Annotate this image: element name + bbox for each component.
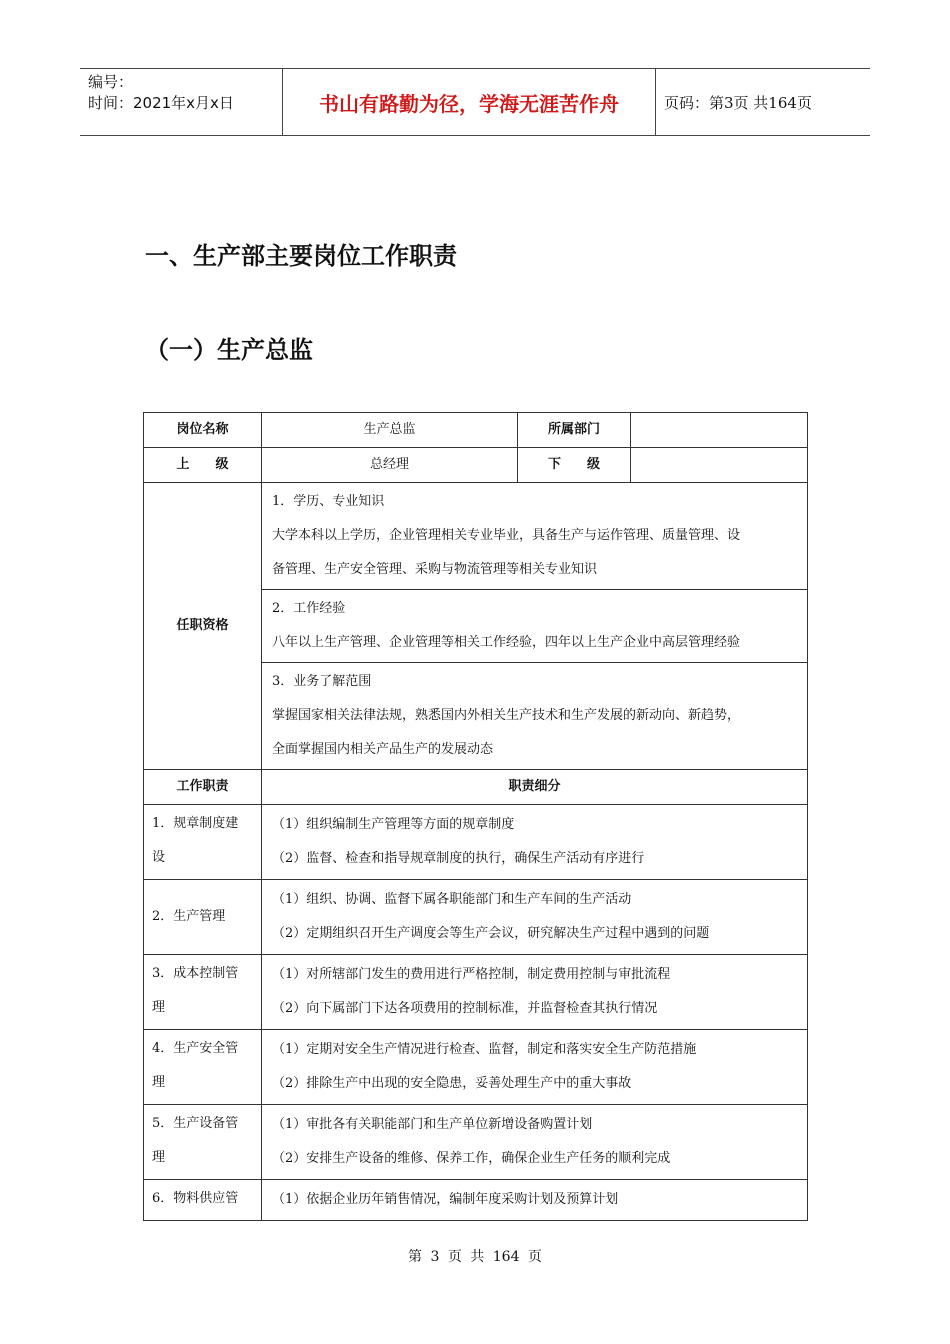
document-number-label: 编号： [88, 73, 134, 91]
qualification-business-scope [262, 663, 808, 770]
duty-header: 工作职责 [144, 770, 262, 805]
document-time: 时间：2021年x月x日 [88, 94, 234, 112]
document-header [80, 68, 870, 136]
qualification-text: 八年以上生产管理、企业管理等相关工作经验，四年以上生产企业中高层管理经验 [272, 635, 741, 650]
detail-text: （2）安排生产设备的维修、保养工作，确保企业生产任务的顺利完成 [272, 1151, 671, 1166]
superior-label: 上 级 [144, 448, 262, 483]
detail-text: （2）定期组织召开生产调度会等生产会议，研究解决生产过程中遇到的问题 [272, 926, 710, 941]
header-motto: 书山有路勤为径，学海无涯苦作舟 [283, 69, 656, 136]
detail-text: （1）组织、协调、监督下属各职能部门和生产车间的生产活动 [272, 892, 632, 907]
detail-cell [262, 1030, 808, 1105]
duty-text: 3．成本控制管 [152, 966, 239, 981]
job-description-table [143, 412, 808, 1221]
table-row [144, 483, 808, 590]
table-row [144, 770, 808, 805]
position-name-value: 生产总监 [262, 413, 518, 448]
table-row [144, 805, 808, 880]
section-title: （一）生产总监 [145, 336, 313, 364]
department-label: 所属部门 [518, 413, 631, 448]
duty-cell [144, 1030, 262, 1105]
qualification-education [262, 483, 808, 590]
qualification-title: 3．业务了解范围 [272, 674, 372, 689]
duty-text: 1．规章制度建 [152, 816, 239, 831]
subordinate-label: 下 级 [518, 448, 631, 483]
subordinate-value [631, 448, 808, 483]
detail-text: （2）向下属部门下达各项费用的控制标准，并监督检查其执行情况 [272, 1001, 658, 1016]
header-page-info: 页码：第3页 共164页 [656, 69, 871, 136]
detail-header: 职责细分 [262, 770, 808, 805]
qualification-text: 大学本科以上学历，企业管理相关专业毕业，具备生产与运作管理、质量管理、设 [272, 528, 741, 543]
detail-cell [262, 955, 808, 1030]
duty-text: 理 [152, 1150, 166, 1165]
duty-cell [144, 880, 262, 955]
qualification-experience [262, 590, 808, 663]
superior-value: 总经理 [262, 448, 518, 483]
header-meta [80, 69, 283, 136]
table-row [144, 1105, 808, 1180]
table-row [144, 880, 808, 955]
detail-text: （1）依据企业历年销售情况，编制年度采购计划及预算计划 [272, 1192, 619, 1207]
detail-text: （1）审批各有关职能部门和生产单位新增设备购置计划 [272, 1117, 593, 1132]
detail-text: （1）组织编制生产管理等方面的规章制度 [272, 817, 515, 832]
detail-text: （2）监督、检查和指导规章制度的执行，确保生产活动有序进行 [272, 851, 645, 866]
position-name-label: 岗位名称 [144, 413, 262, 448]
duty-text: 理 [152, 1000, 166, 1015]
table-row [144, 448, 808, 483]
duty-cell [144, 955, 262, 1030]
detail-text: （2）排除生产中出现的安全隐患，妥善处理生产中的重大事故 [272, 1076, 632, 1091]
table-row [144, 1180, 808, 1221]
qualification-title: 2．工作经验 [272, 601, 346, 616]
detail-text: （1）定期对安全生产情况进行检查、监督，制定和落实安全生产防范措施 [272, 1042, 697, 1057]
detail-cell [262, 1105, 808, 1180]
detail-cell [262, 880, 808, 955]
qualification-text: 备管理、生产安全管理、采购与物流管理等相关专业知识 [272, 562, 598, 577]
qualification-text: 掌握国家相关法律法规，熟悉国内外相关生产技术和生产发展的新动向、新趋势， [272, 708, 741, 723]
qualification-title: 1．学历、专业知识 [272, 494, 385, 509]
duty-text: 4．生产安全管 [152, 1041, 239, 1056]
table-row [144, 1030, 808, 1105]
page-title: 一、生产部主要岗位工作职责 [145, 242, 457, 270]
table-row [144, 413, 808, 448]
duty-cell [144, 1105, 262, 1180]
duty-cell [144, 805, 262, 880]
qualification-label: 任职资格 [144, 483, 262, 770]
page-footer: 第 3 页 共 164 页 [408, 1249, 542, 1265]
table-row [144, 955, 808, 1030]
duty-cell [144, 1180, 262, 1221]
duty-text: 6．物料供应管 [152, 1191, 239, 1206]
detail-cell [262, 805, 808, 880]
duty-text: 理 [152, 1075, 166, 1090]
department-value [631, 413, 808, 448]
qualification-text: 全面掌握国内相关产品生产的发展动态 [272, 742, 494, 757]
duty-text: 2．生产管理 [152, 909, 226, 924]
duty-text: 设 [152, 850, 166, 865]
detail-text: （1）对所辖部门发生的费用进行严格控制，制定费用控制与审批流程 [272, 967, 671, 982]
detail-cell [262, 1180, 808, 1221]
duty-text: 5．生产设备管 [152, 1116, 239, 1131]
